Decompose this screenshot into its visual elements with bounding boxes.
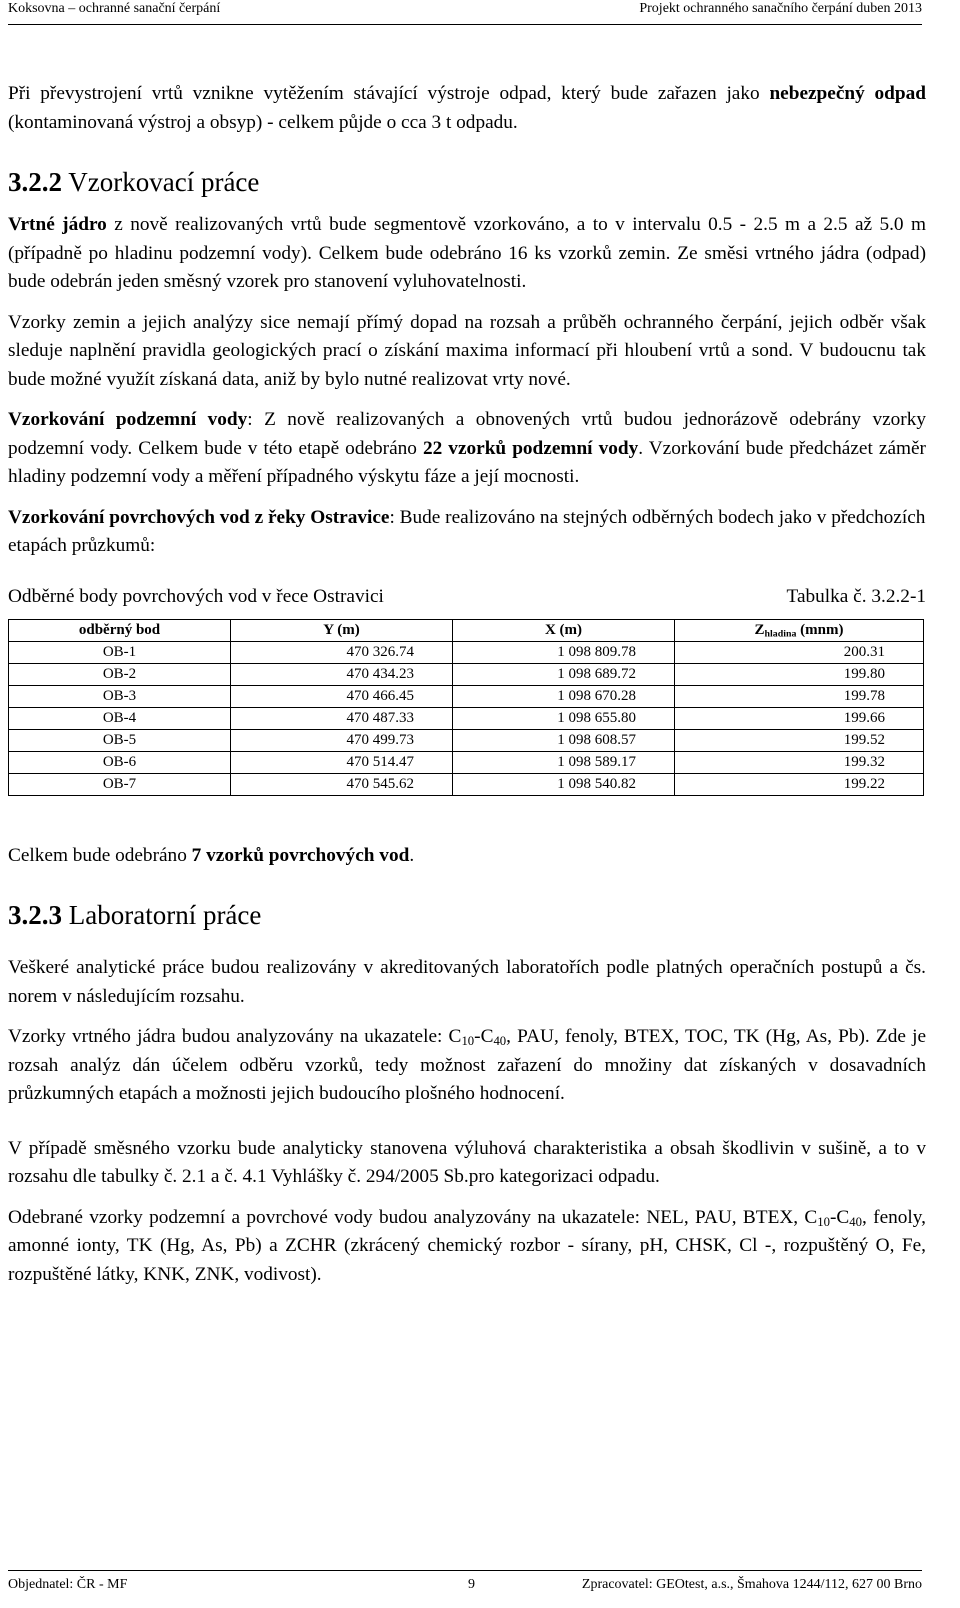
footer-contractor: Zpracovatel: GEOtest, a.s., Šmahova 1244/112, 627 00 Brno — [581, 1577, 922, 1592]
section-heading-3-2-3: 3.2.3 Laboratorní práce — [8, 900, 262, 930]
table-header-row — [9, 619, 924, 641]
col-header-y: Y (m) — [231, 619, 453, 641]
table-row: OB-1 470 326.74 1 098 809.78 200.31 — [9, 641, 924, 663]
paragraph-soil-samples: Vzorky zemin a jejich analýzy sice nemají přímý dopad na rozsah a průběh ochranného čerpání, jejich odběr však sleduje naplnění pravidla geologických prací o získání maxima informací při hloubení vrtů a sond. V budoucnu tak bude možné využít získaná data, aniž by bylo nutné realizovat vrty nové. — [8, 311, 926, 390]
paragraph-lab-core: Vzorky vrtného jádra budou analyzovány na ukazatele: $C_{10}-C_{40}$, PAU, fenoly, BTEX, TOC, TK (Hg, As, Pb). Zde je rozsah analýz dán účelem odběru vzorků, tedy možnost zařazení do množiny dat získaných v dosavadních průzkumných etapách a možnosti jejich budoucího plošného hodnocení. — [8, 1026, 927, 1104]
col-header-bod: odběrný bod — [9, 619, 231, 641]
page-header — [8, 0, 922, 25]
table-row: OB-7 470 545.62 1 098 540.82 199.22 — [9, 773, 924, 795]
hazardous-waste-term: nebezpečný odpad — [769, 83, 926, 104]
table-row: OB-4 470 487.33 1 098 655.80 199.66 — [9, 707, 924, 729]
paragraph-drill-core: Vrtné jádro z nově realizovaných vrtů bude segmentově vzorkováno, a to v intervalu 0.5 - 2.5 m a 2.5 až 5.0 m (případně po hladinu podzemní vody). Celkem bude odebráno 16 ks vzorků zemin. Ze směsi vrtného jádra (odpad) bude odebrán jeden směsný vzorek pro stanovení vyluhovatelnosti. — [8, 214, 926, 292]
table-caption — [8, 583, 926, 611]
table-caption-title: Odběrné body povrchových vod v řece Ostravici — [8, 585, 384, 607]
paragraph-waste: Při převystrojení vrtů vznikne vytěžením stávající výstroje odpad, který bude zařazen jako nebezpečný odpad (kontaminovaná výstroj a obsyp) - celkem půjde o cca 3 t odpadu. — [8, 83, 926, 133]
paragraph-surface-total: Celkem bude odebráno 7 vzorků povrchových vod. — [8, 844, 415, 866]
header-left: Koksovna – ochranné sanační čerpání — [8, 1, 221, 16]
table-row: OB-5 470 499.73 1 098 608.57 199.52 — [9, 729, 924, 751]
paragraph-lab-mixed: V případě směsného vzorku bude analyticky stanovena výluhová charakteristika a obsah škodlivin v sušině, a to v rozsahu dle tabulky č. 2.1 a č. 4.1 Vyhlášky č. 294/2005 Sb.pro kategorizaci odpadu. — [8, 1137, 926, 1187]
table-row: OB-2 470 434.23 1 098 689.72 199.80 — [9, 663, 924, 685]
table-row: OB-6 470 514.47 1 098 589.17 199.32 — [9, 751, 924, 773]
page-number: 9 — [468, 1577, 475, 1592]
footer-client: Objednatel: ČR - MF — [8, 1577, 128, 1592]
header-right: Projekt ochranného sanačního čerpání duben 2013 — [639, 1, 922, 16]
page-footer — [8, 1570, 922, 1592]
paragraph-lab-general: Veškeré analytické práce budou realizovány v akreditovaných laboratořích podle platných operačních postupů a čs. norem v následujícím rozsahu. — [8, 957, 926, 1007]
document-body — [8, 80, 926, 1289]
table-caption-number: Tabulka č. 3.2.2-1 — [786, 585, 926, 607]
paragraph-lab-water: Odebrané vzorky podzemní a povrchové vody budou analyzovány na ukazatele: NEL, PAU, BTEX, $C_{10}-C_{40}$, fenoly, amonné ionty, TK (Hg, As, Pb) a ZCHR (zkrácený chemický rozbor - sírany, pH, CHSK, Cl -, rozpuštěný O, Fe, rozpuštěné látky, KNK, ZNK, vodivost). — [8, 1206, 926, 1285]
paragraph-surface-water: Vzorkování povrchových vod z řeky Ostravice: Bude realizováno na stejných odběrných bodech jako v předchozích etapách průzkumů: — [8, 506, 926, 556]
col-header-z: $Z_{hladina}$ (mnm) — [675, 619, 924, 641]
col-header-x: X (m) — [453, 619, 675, 641]
paragraph-groundwater: Vzorkování podzemní vody: Z nově realizovaných a obnovených vrtů budou jednorázově odebrány vzorky podzemní vody. Celkem bude v této etapě odebráno 22 vzorků podzemní vody. Vzorkování bude předcházet záměr hladiny podzemní vody a měření případného výskytu fáze a její mocnosti. — [8, 409, 926, 487]
sampling-points-table — [8, 619, 924, 796]
table-row: OB-3 470 466.45 1 098 670.28 199.78 — [9, 685, 924, 707]
section-heading-3-2-2: 3.2.2 Vzorkovací práce — [8, 167, 260, 197]
